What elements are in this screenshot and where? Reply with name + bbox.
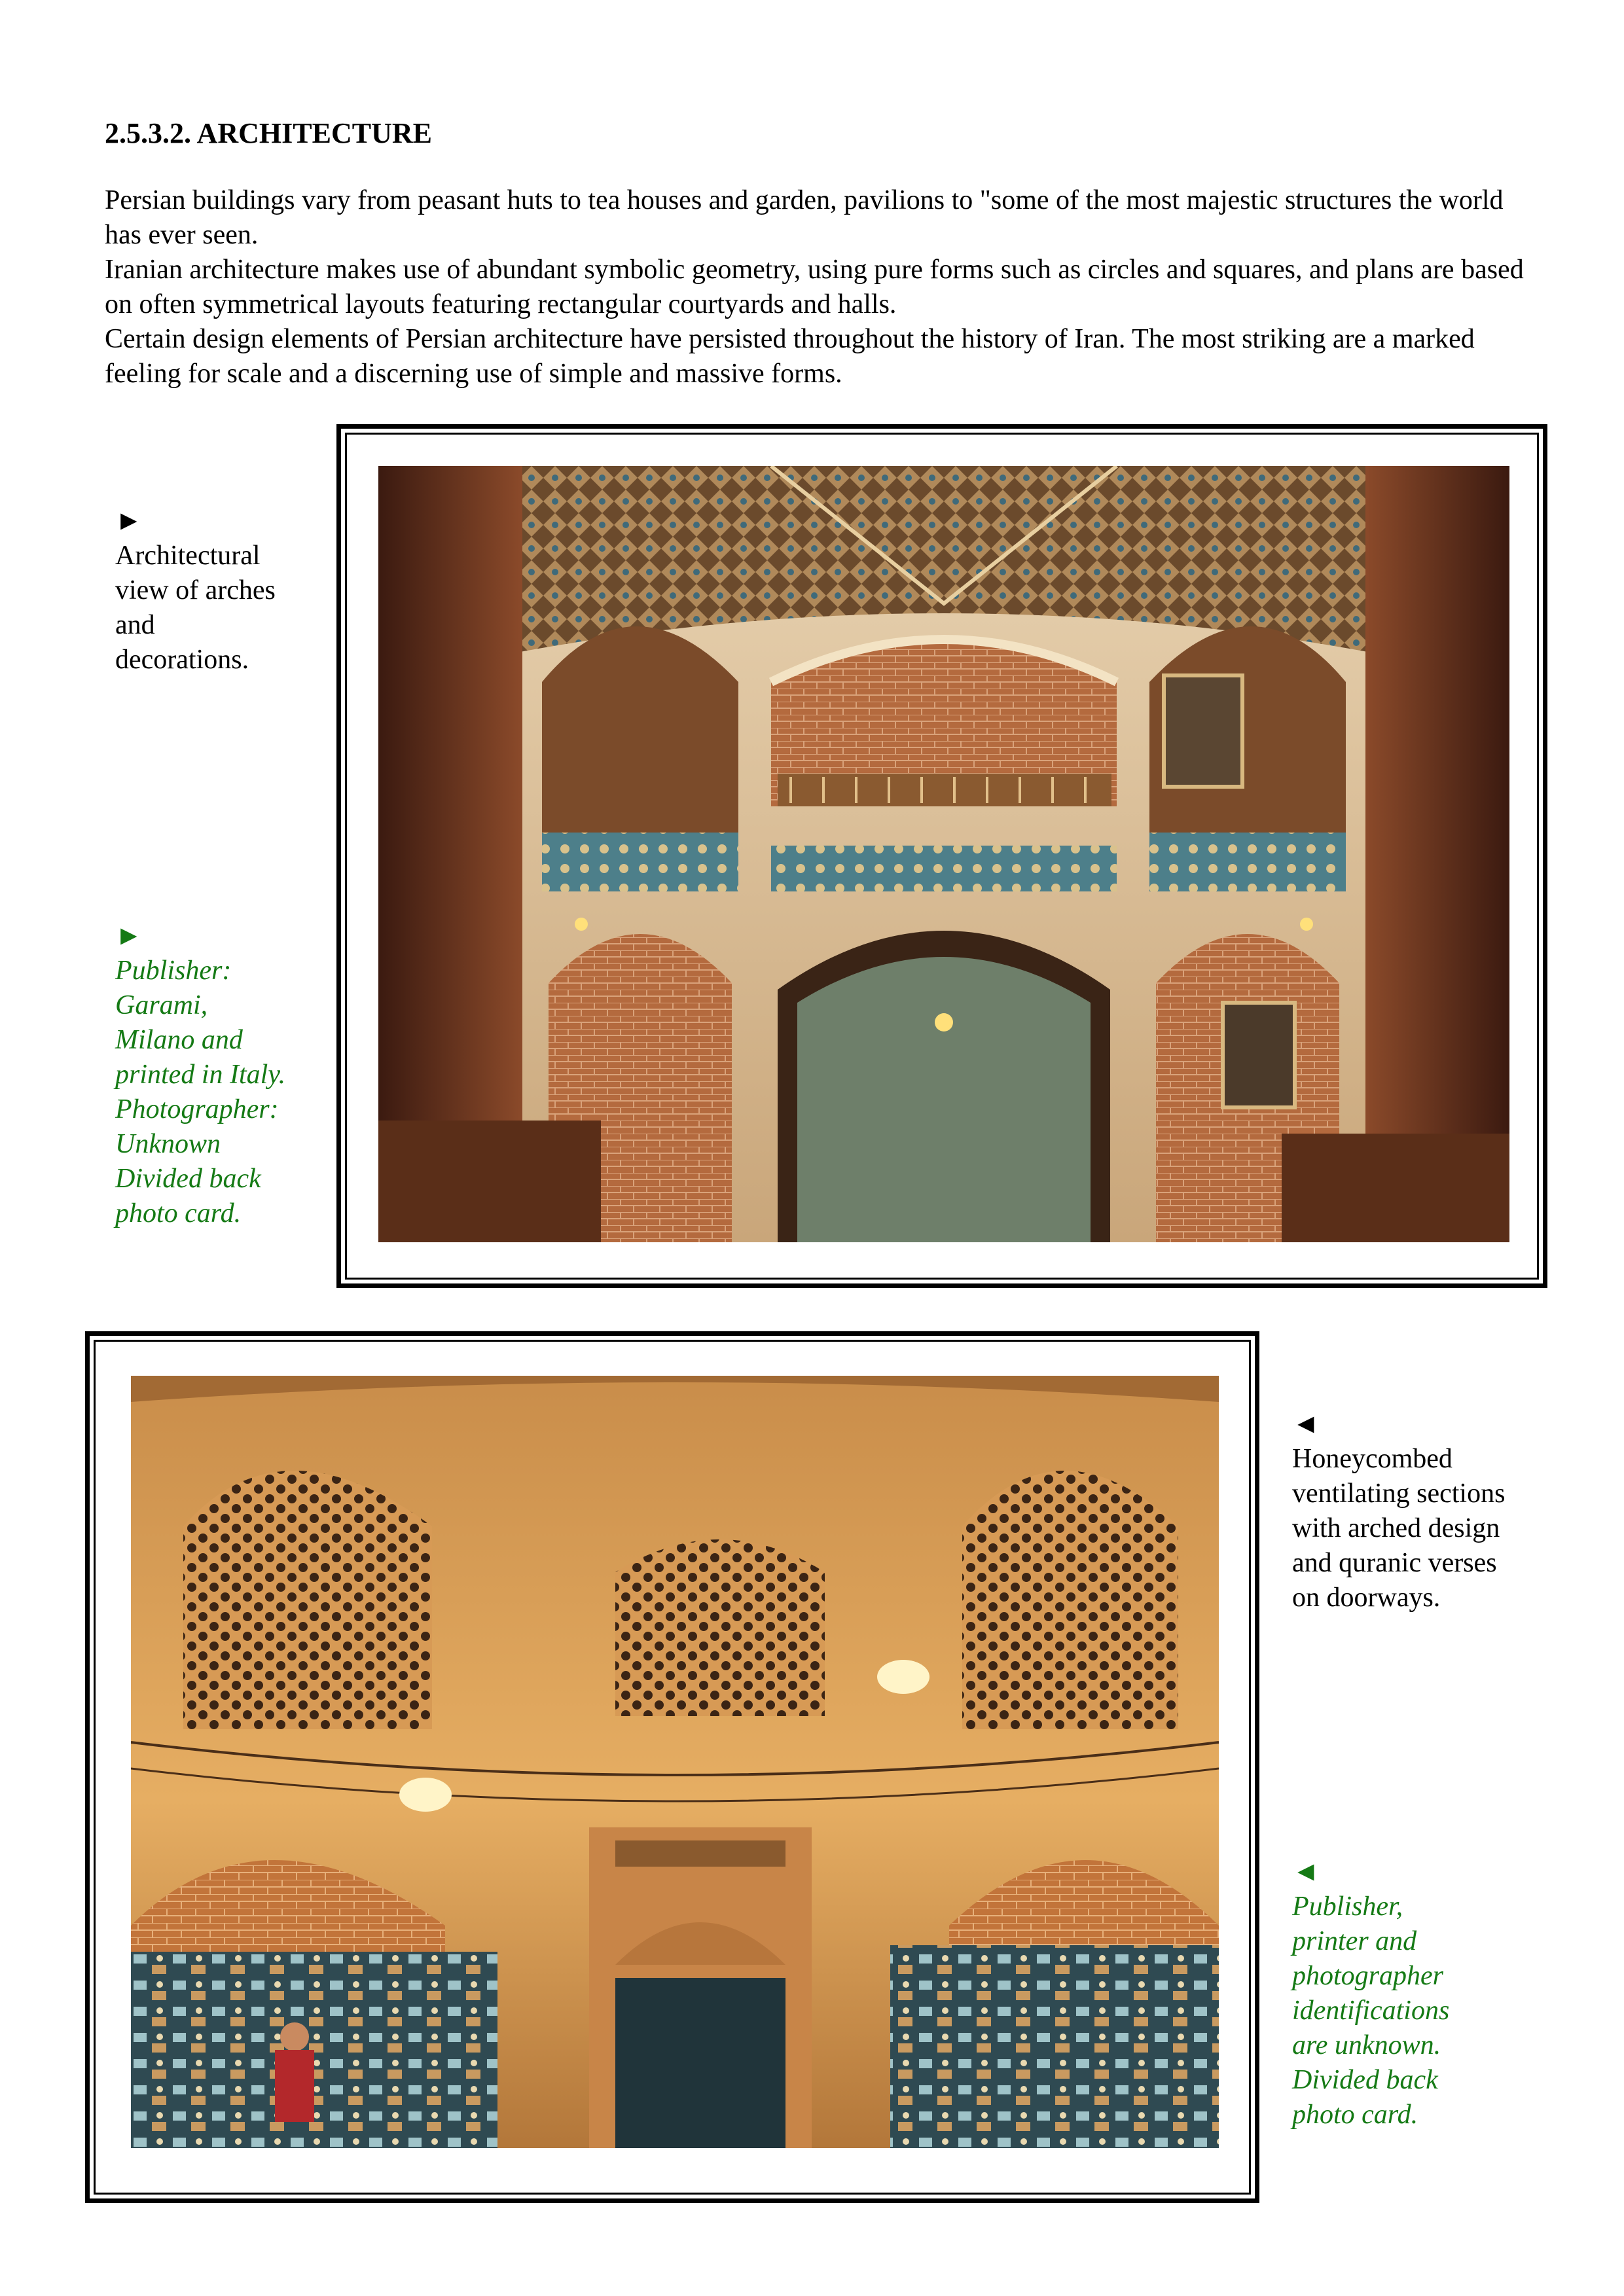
figure2-credit bbox=[1292, 1855, 1567, 2132]
credit-line: identifications bbox=[1292, 1996, 1450, 2026]
caption-line: with arched design bbox=[1292, 1513, 1500, 1543]
bazaar-honeycomb-photo bbox=[131, 1376, 1219, 2148]
credit-line: Divided back bbox=[1292, 2065, 1438, 2095]
credit-line: are unknown. bbox=[1292, 2030, 1441, 2060]
caption-line: and quranic verses bbox=[1292, 1548, 1497, 1578]
intro-text bbox=[105, 183, 1532, 391]
left-arrow-icon: ◄ bbox=[1292, 1409, 1320, 1439]
credit-line: Publisher, bbox=[1292, 1892, 1403, 1922]
caption-line: ventilating sections bbox=[1292, 1479, 1506, 1509]
credit-line: Divided back bbox=[115, 1164, 261, 1194]
figure1-caption bbox=[115, 504, 325, 677]
bazaar-arches-photo bbox=[378, 466, 1509, 1242]
figure2-caption bbox=[1292, 1407, 1567, 1615]
caption-line: on doorways. bbox=[1292, 1583, 1441, 1613]
caption-line: view of arches bbox=[115, 575, 276, 605]
figure2-frame-inner bbox=[94, 1340, 1251, 2195]
credit-line: Milano and bbox=[115, 1025, 243, 1055]
intro-paragraph: Persian buildings vary from peasant huts to tea houses and garden, pavilions to "some of the most majestic structures the world has ever seen. bbox=[105, 185, 1504, 250]
figure1-frame bbox=[336, 424, 1547, 1288]
figure2-frame bbox=[85, 1331, 1259, 2203]
credit-line: Publisher: bbox=[115, 956, 232, 986]
credit-line: Garami, bbox=[115, 990, 208, 1020]
section-heading: 2.5.3.2. ARCHITECTURE bbox=[105, 117, 432, 149]
credit-line: Unknown bbox=[115, 1129, 221, 1159]
figure1-credit bbox=[115, 919, 338, 1231]
intro-paragraph: Iranian architecture makes use of abundant symbolic geometry, using pure forms such as circles and squares, and plans are based on often symmetrical layouts featuring rectangular courtyards and halls. bbox=[105, 255, 1524, 319]
caption-line: Architectural bbox=[115, 541, 261, 571]
caption-line: decorations. bbox=[115, 645, 249, 675]
intro-paragraph: Certain design elements of Persian architecture have persisted throughout the history of Iran. The most striking are a marked feeling for scale and a discerning use of simple and massive forms. bbox=[105, 324, 1475, 389]
caption-line: Honeycombed bbox=[1292, 1444, 1453, 1474]
figure1-frame-inner bbox=[345, 433, 1539, 1280]
credit-line: printer and bbox=[1292, 1926, 1417, 1956]
credit-line: photo card. bbox=[115, 1198, 242, 1229]
left-arrow-icon: ◄ bbox=[1292, 1857, 1320, 1887]
credit-line: photographer bbox=[1292, 1961, 1443, 1991]
caption-line: and bbox=[115, 610, 155, 640]
credit-line: printed in Italy. bbox=[115, 1060, 286, 1090]
credit-line: photo card. bbox=[1292, 2100, 1418, 2130]
right-arrow-icon: ► bbox=[115, 506, 143, 536]
right-arrow-icon: ► bbox=[115, 921, 143, 951]
credit-line: Photographer: bbox=[115, 1094, 279, 1124]
